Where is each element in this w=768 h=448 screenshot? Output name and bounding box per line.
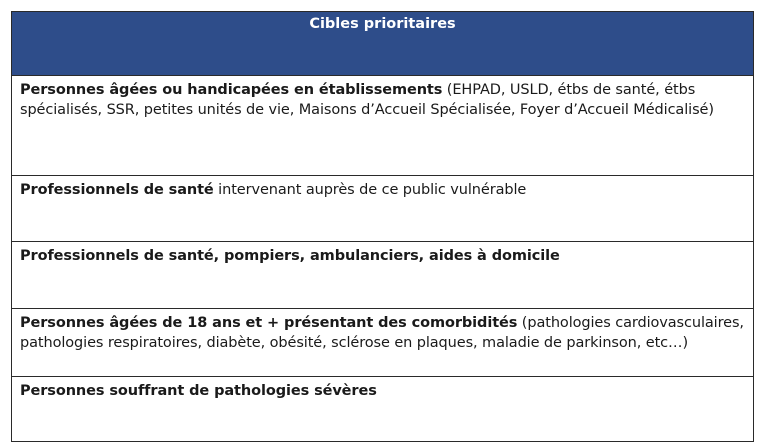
table-row [12, 242, 753, 309]
row-title: Professionnels de santé, pompiers, ambulanciers, aides à domicile [20, 248, 560, 264]
row-title: Professionnels de santé [20, 182, 214, 198]
priority-targets-table [11, 11, 754, 442]
row-title: Personnes âgées de 18 ans et + présentant des comorbidités [20, 315, 518, 331]
table-row [12, 176, 753, 242]
table-header: Cibles prioritaires [12, 12, 753, 76]
row-title: Personnes âgées ou handicapées en établissements [20, 82, 443, 98]
row-detail: (pathologies cardiovasculaires, pathologies respiratoires, diabète, obésité, sclérose en plaques, maladie de parkinson, etc…) [20, 315, 744, 351]
row-detail: intervenant auprès de ce public vulnérable [213, 182, 527, 198]
table-row [12, 377, 753, 441]
row-title: Personnes souffrant de pathologies sévères [20, 383, 377, 399]
table-row [12, 309, 753, 377]
table-row [12, 76, 753, 176]
row-detail: (EHPAD, USLD, étbs de santé, étbs spécialisés, SSR, petites unités de vie, Maisons d’Accueil Spécialisée, Foyer d’Accueil Médicalisé) [20, 82, 714, 118]
